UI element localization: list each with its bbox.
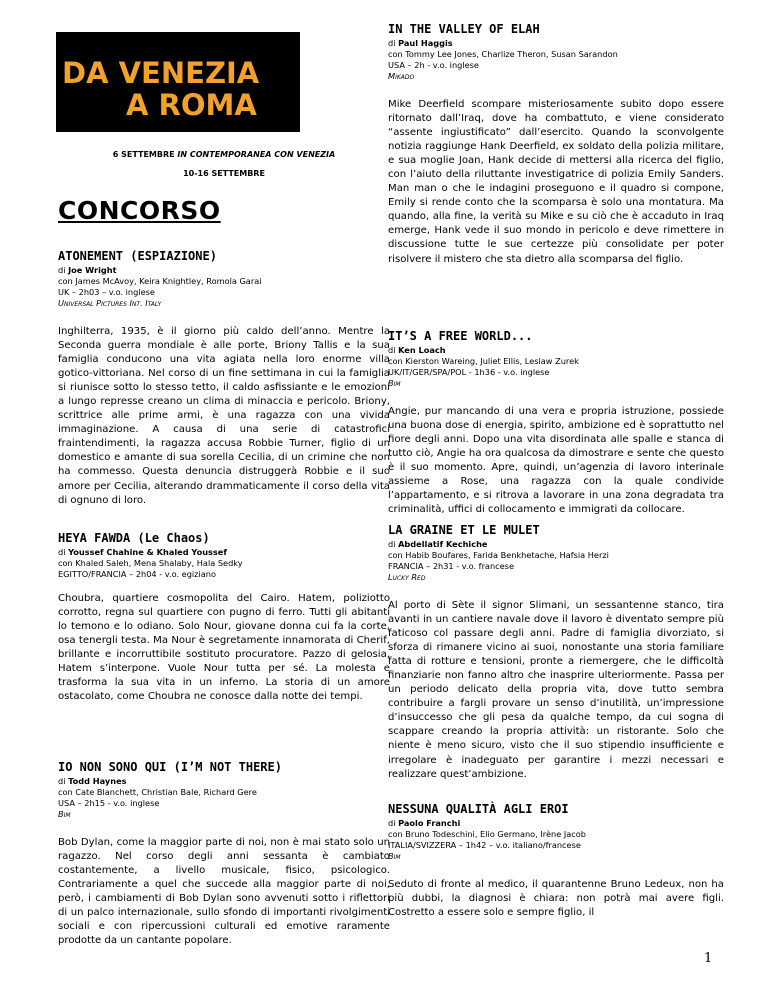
film-title: IO NON SONO QUI (I’M NOT THERE) (58, 760, 282, 774)
film-synopsis: Inghilterra, 1935, è il giorno più caldo dell’anno. Mentre la Seconda guerra mondiale è alle porte, Briony Tallis e la sua famiglia conducono una vita agiata nella loro enorme villa gotico-vittoriana. Nel corso di un fine settimana in cui la famiglia si riunisce sotto lo stesso tetto, il caldo asfissiante e le emozioni a lungo represse creano un clima di minaccia e pericolo. Briony, scrittrice alle prime armi, è una ragazza con una vivida immaginazione. A causa di una serie di catastrofici fraintendimenti, la ragazza accusa Robbie Turner, figlio di un domestico e amante di sua sorella Cecilia, di un crimine che non ha commesso. Questa denuncia distruggerà Robbie e il suo amore per Cecilia, alterando drammaticamente il corso della vita di ognuno di loro. (58, 326, 390, 506)
film-synopsis: Mike Deerfield scompare misteriosamente subito dopo essere ritornato dall’Iraq, dove ha combattuto, e viene considerato “assente ingiustificato” dall’esercito. Quando la sconvolgente notizia raggiunge Hank Deerfield, ex soldato della polizia militare, e sua moglie Joan, Hank decide di mettersi alla ricerca del figlio, con l’aiuto della riluttante investigatrice di polizia Emily Sanders. Man man o che le indagini proseguono e il quadro si compone, Emily si rende conto che la scomparsa è solo una montatura. Ma quando, alla fine, la verità su Mike e su ciò che è accaduto in Iraq emerge, Hank vede il suo mondo in pericolo e deve rimettere in discussione tutte le sue certezze più consolidate per poter risolvere il mistero che sta dietro alla scomparsa del figlio. (388, 99, 724, 265)
film-credits: di Joe Wright con James McAvoy, Keira Knightley, Romola Garai UK – 2h03 – v.o. inglese Universal Pictures Int. Italy (58, 265, 390, 309)
film-title: LA GRAINE ET LE MULET (388, 523, 540, 537)
film-synopsis: Choubra, quartiere cosmopolita del Cairo. Hatem, poliziotto corrotto, regna sul quartiere con pugno di ferro. Tutti gli abitanti lo temono e lo odiano. Solo Nour, giovane donna cui fa la corte, osa tenergli testa. Ma Nour è segretamente innamorata di Cherif, brillante e incorruttibile sostituto procuratore. Pazzo di gelosia, Hatem s’interpone. Vuole Nour tutta per sé. La molesta e trasforma la sua vita in un inferno. La storia di un amore ostacolato, come Choubra ne conosce dalla notte dei tempi. (58, 593, 390, 703)
film-cast: con Bruno Todeschini, Elio Germano, Irène Jacob (388, 829, 586, 839)
film-info: UK – 2h03 – v.o. inglese (58, 287, 155, 297)
film-title: IN THE VALLEY OF ELAH (388, 22, 540, 36)
film-cast: con James McAvoy, Keira Knightley, Romola Garai (58, 276, 262, 286)
film-info: USA – 2h15 - v.o. inglese (58, 798, 160, 808)
logo-line-2: A ROMA (126, 88, 257, 122)
film-entry-its-a-free-world (388, 329, 724, 517)
film-title: ATONEMENT (ESPIAZIONE) (58, 249, 217, 263)
film-entry-nessuna-qualita-agli-eroi (388, 802, 724, 920)
film-credits: di Ken Loach con Kierston Wareing, Juliet Ellis, Leslaw Zurek UK/IT/GER/SPA/POL - 1h36 - v.o. inglese Bim (388, 345, 724, 389)
film-cast: con Habib Boufares, Farida Benkhetache, Hafsia Herzi (388, 550, 609, 560)
film-entry-valley-of-elah (388, 22, 724, 267)
film-distributor: Lucky Red (388, 572, 426, 582)
film-cast: con Cate Blanchett, Christian Bale, Richard Gere (58, 787, 257, 797)
film-cast: con Khaled Saleh, Mena Shalaby, Hala Sedky (58, 558, 243, 568)
film-credits: di Abdellatif Kechiche con Habib Boufares, Farida Benkhetache, Hafsia Herzi FRANCIA – 2h31 - v.o. francese Lucky Red (388, 539, 724, 583)
film-distributor: Mikado (388, 71, 415, 81)
logo-line-1: DA VENEZIA (62, 56, 260, 90)
film-title: NESSUNA QUALITÀ AGLI EROI (388, 802, 569, 816)
film-synopsis: Al porto di Sète il signor Slimani, un sessantenne stanco, tira avanti in un cantiere navale dove il lavoro è diventato sempre più faticoso col passare degli anni. Padre di famiglia divorziato, si sforza di rimanere vicino ai suoi, nonostante una storia familiare fatta di rotture e tensioni, pronte a riemergere, che le difficoltà finanziarie non fanno altro che inasprire ulteriormente. Passa per un periodo delicato della propria vita, dove tutto sembra contribuire a fargli provare un senso d’inutilità, un’impressione d’insuccesso che gli pesa da qualche tempo, da cui sogna di scappare creando la propria attività: un ristorante. Solo che niente è meno sicuro, visto che il suo stipendio insufficiente e irregolare è inadeguato per garantire i mezzi necessari e realizzare quest’ambizione. (388, 600, 724, 780)
film-info: USA – 2h - v.o. inglese (388, 60, 479, 70)
festival-logo (56, 32, 300, 132)
film-synopsis: Bob Dylan, come la maggior parte di noi, non è mai stato solo un ragazzo. Nel corso degli anni sessanta è cambiato costantemente, a livello musicale, fisico, psicologico. Contrariamente a quel che succede alla maggior parte di noi, però, i cambiamenti di Bob Dylan sono avvenuti sotto i riflettori di un palco internazionale, sullo sfondo di importanti rivolgimenti sociali e con ripercussioni culturali ed emotive raramente prodotte da un cantante popolare. (58, 837, 390, 947)
date-range: 10-16 SETTEMBRE (183, 169, 265, 178)
film-cast: con Tommy Lee Jones, Charlize Theron, Susan Sarandon (388, 49, 618, 59)
film-credits: di Paolo Franchi con Bruno Todeschini, Elio Germano, Irène Jacob ITALIA/SVIZZERA – 1h42 – v.o. italiano/francese Bim (388, 818, 724, 862)
film-info: EGITTO/FRANCIA – 2h04 - v.o. egiziano (58, 569, 216, 579)
film-distributor: Bim (388, 851, 401, 861)
film-credits: di Todd Haynes con Cate Blanchett, Christian Bale, Richard Gere USA – 2h15 - v.o. inglese Bim (58, 776, 390, 820)
film-entry-la-graine-et-le-mulet (388, 523, 724, 782)
film-info: FRANCIA – 2h31 - v.o. francese (388, 561, 514, 571)
film-title: IT’S A FREE WORLD... (388, 329, 533, 343)
section-title: CONCORSO (58, 196, 221, 225)
film-entry-atonement (58, 249, 390, 508)
film-distributor: Universal Pictures Int. Italy (58, 298, 162, 308)
film-info: ITALIA/SVIZZERA – 1h42 – v.o. italiano/francese (388, 840, 581, 850)
film-synopsis: Angie, pur mancando di una vera e propria istruzione, possiede una buona dose di energia, spirito, ambizione ed è soprattutto nel fiore degli anni. Dopo una vita disordinata alle spalle e stanca di tutto ciò, Angie ha ora qualcosa da dimostrare e sente che questo è il suo momento. Apre, quindi, un’agenzia di lavoro interinale assieme a Rose, una ragazza con la quale condivide l’appartamento, e si ritrova a lavorare in una zona degradata tra criminalità, uffici di collocamento e immigrati da collocare. (388, 406, 724, 516)
film-title: HEYA FAWDA (Le Chaos) (58, 531, 210, 545)
film-distributor: Bim (58, 809, 71, 819)
film-synopsis: Seduto di fronte al medico, il quarantenne Bruno Ledeux, non ha più dubbi, la diagnosi è chiara: non potrà mai avere figli. Costretto a essere solo e sempre figlio, il (388, 879, 724, 919)
film-credits: di Paul Haggis con Tommy Lee Jones, Charlize Theron, Susan Sarandon USA – 2h - v.o. inglese Mikado (388, 38, 724, 82)
film-credits: di Youssef Chahine & Khaled Youssef con Khaled Saleh, Mena Shalaby, Hala Sedky EGITTO/FRANCIA – 2h04 - v.o. egiziano (58, 547, 390, 580)
film-cast: con Kierston Wareing, Juliet Ellis, Leslaw Zurek (388, 356, 579, 366)
film-entry-heya-fawda (58, 531, 390, 704)
page-number: 1 (704, 951, 713, 966)
date-line: 6 SETTEMBRE IN CONTEMPORANEA CON VENEZIA (112, 150, 336, 159)
film-distributor: Bim (388, 378, 401, 388)
film-entry-im-not-there (58, 760, 390, 948)
film-info: UK/IT/GER/SPA/POL - 1h36 - v.o. inglese (388, 367, 550, 377)
